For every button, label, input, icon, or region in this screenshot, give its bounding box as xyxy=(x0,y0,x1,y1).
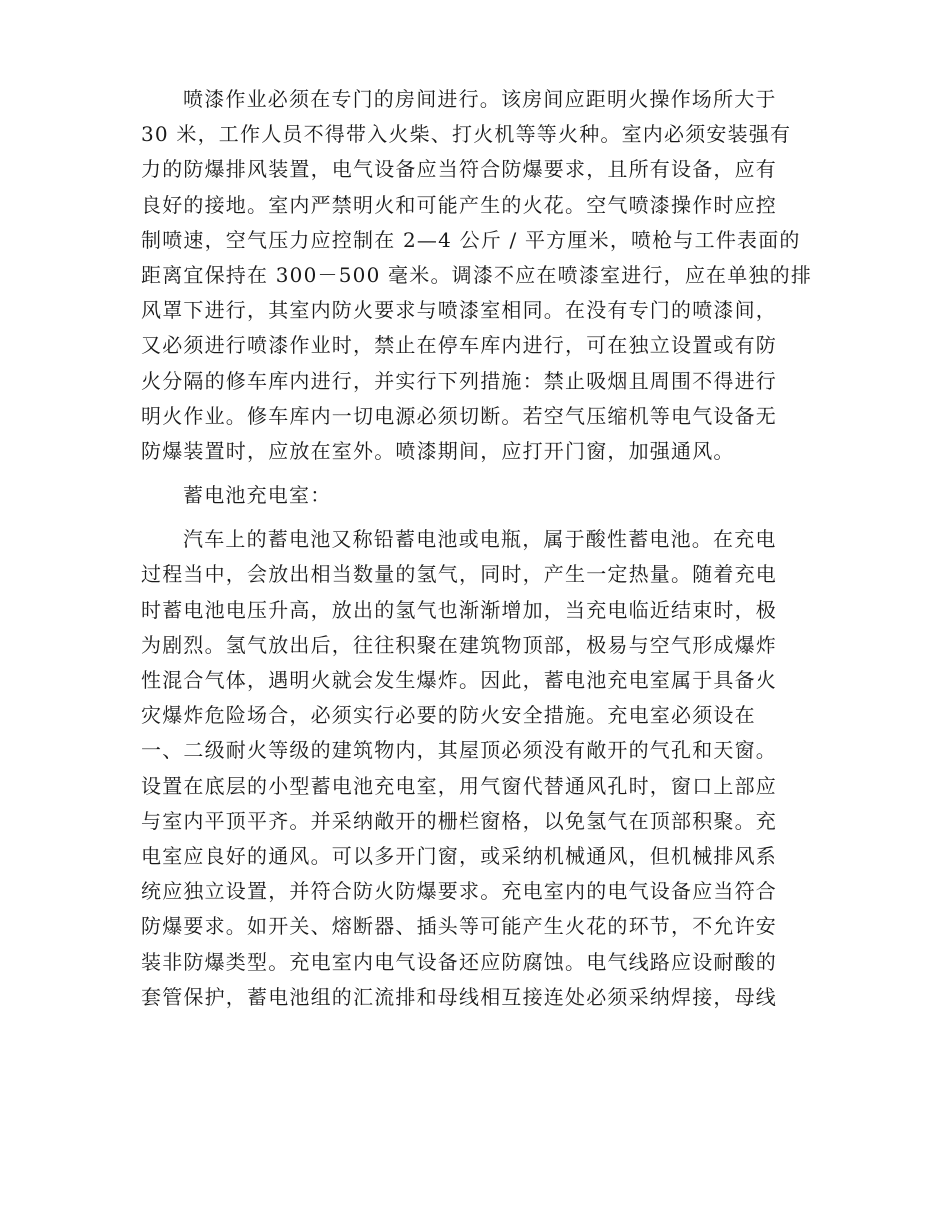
text-line: 制喷速，空气压力应控制在 2—4 公斤 / 平方厘米，喷枪与工件表面的 xyxy=(141,227,801,252)
document-body xyxy=(141,82,813,1015)
heading-text: 蓄电池充电室： xyxy=(183,483,332,508)
text-line: 为剧烈。氢气放出后，往往积聚在建筑物顶部，极易与空气形成爆炸 xyxy=(141,632,777,657)
text-line: 装非防爆类型。充电室内电气设备还应防腐蚀。电气线路应设耐酸的 xyxy=(141,949,777,974)
paragraph-spray-painting xyxy=(141,82,813,469)
text-line: 30 米，工作人员不得带入火柴、打火机等等火种。室内必须安装强有 xyxy=(141,122,792,147)
section-heading-battery-charging-room xyxy=(141,478,801,513)
text-line: 良好的接地。室内严禁明火和可能产生的火花。空气喷漆操作时应控 xyxy=(141,192,777,217)
text-line: 一、二级耐火等级的建筑物内，其屋顶必须没有敞开的气孔和天窗。 xyxy=(141,738,777,763)
text-line: 与室内平顶平齐。并采纳敞开的栅栏窗格，以免氢气在顶部积聚。充 xyxy=(141,808,777,833)
text-line: 明火作业。修车库内一切电源必须切断。若空气压缩机等电气设备无 xyxy=(141,403,777,428)
text-line: 防爆要求。如开关、熔断器、插头等可能产生火花的环节，不允许安 xyxy=(141,914,777,939)
text-line: 套管保护，蓄电池组的汇流排和母线相互接连处必须采纳焊接，母线 xyxy=(141,984,777,1009)
text-line: 又必须进行喷漆作业时，禁止在停车库内进行，可在独立设置或有防 xyxy=(141,333,777,358)
text-line: 电室应良好的通风。可以多开门窗，或采纳机械通风，但机械排风系 xyxy=(141,843,777,868)
text-line: 防爆装置时，应放在室外。喷漆期间，应打开门窗，加强通风。 xyxy=(141,438,735,463)
text-line: 设置在底层的小型蓄电池充电室，用气窗代替通风孔时，窗口上部应 xyxy=(141,773,777,798)
text-line: 统应独立设置，并符合防火防爆要求。充电室内的电气设备应当符合 xyxy=(141,879,777,904)
text-line: 距离宜保持在 300－500 毫米。调漆不应在喷漆室进行，应在单独的排 xyxy=(141,262,813,287)
paragraph-battery-charging xyxy=(141,522,801,1015)
text-line: 过程当中，会放出相当数量的氢气，同时，产生一定热量。随着充电 xyxy=(141,562,777,587)
text-line: 时蓄电池电压升高，放出的氢气也渐渐增加，当充电临近结束时，极 xyxy=(141,597,777,622)
text-line: 力的防爆排风装置，电气设备应当符合防爆要求，且所有设备，应有 xyxy=(141,157,777,182)
text-line: 风罩下进行，其室内防火要求与喷漆室相同。在没有专门的喷漆间， xyxy=(141,298,777,323)
text-line: 火分隔的修车库内进行，并实行下列措施：禁止吸烟且周围不得进行 xyxy=(141,368,777,393)
text-line: 喷漆作业必须在专门的房间进行。该房间应距明火操作场所大于 xyxy=(183,87,777,111)
text-line: 灾爆炸危险场合，必须实行必要的防火安全措施。充电室必须设在 xyxy=(141,703,756,728)
text-line: 汽车上的蓄电池又称铅蓄电池或电瓶，属于酸性蓄电池。在充电 xyxy=(183,527,777,552)
text-line: 性混合气体，遇明火就会发生爆炸。因此，蓄电池充电室属于具备火 xyxy=(141,668,777,692)
